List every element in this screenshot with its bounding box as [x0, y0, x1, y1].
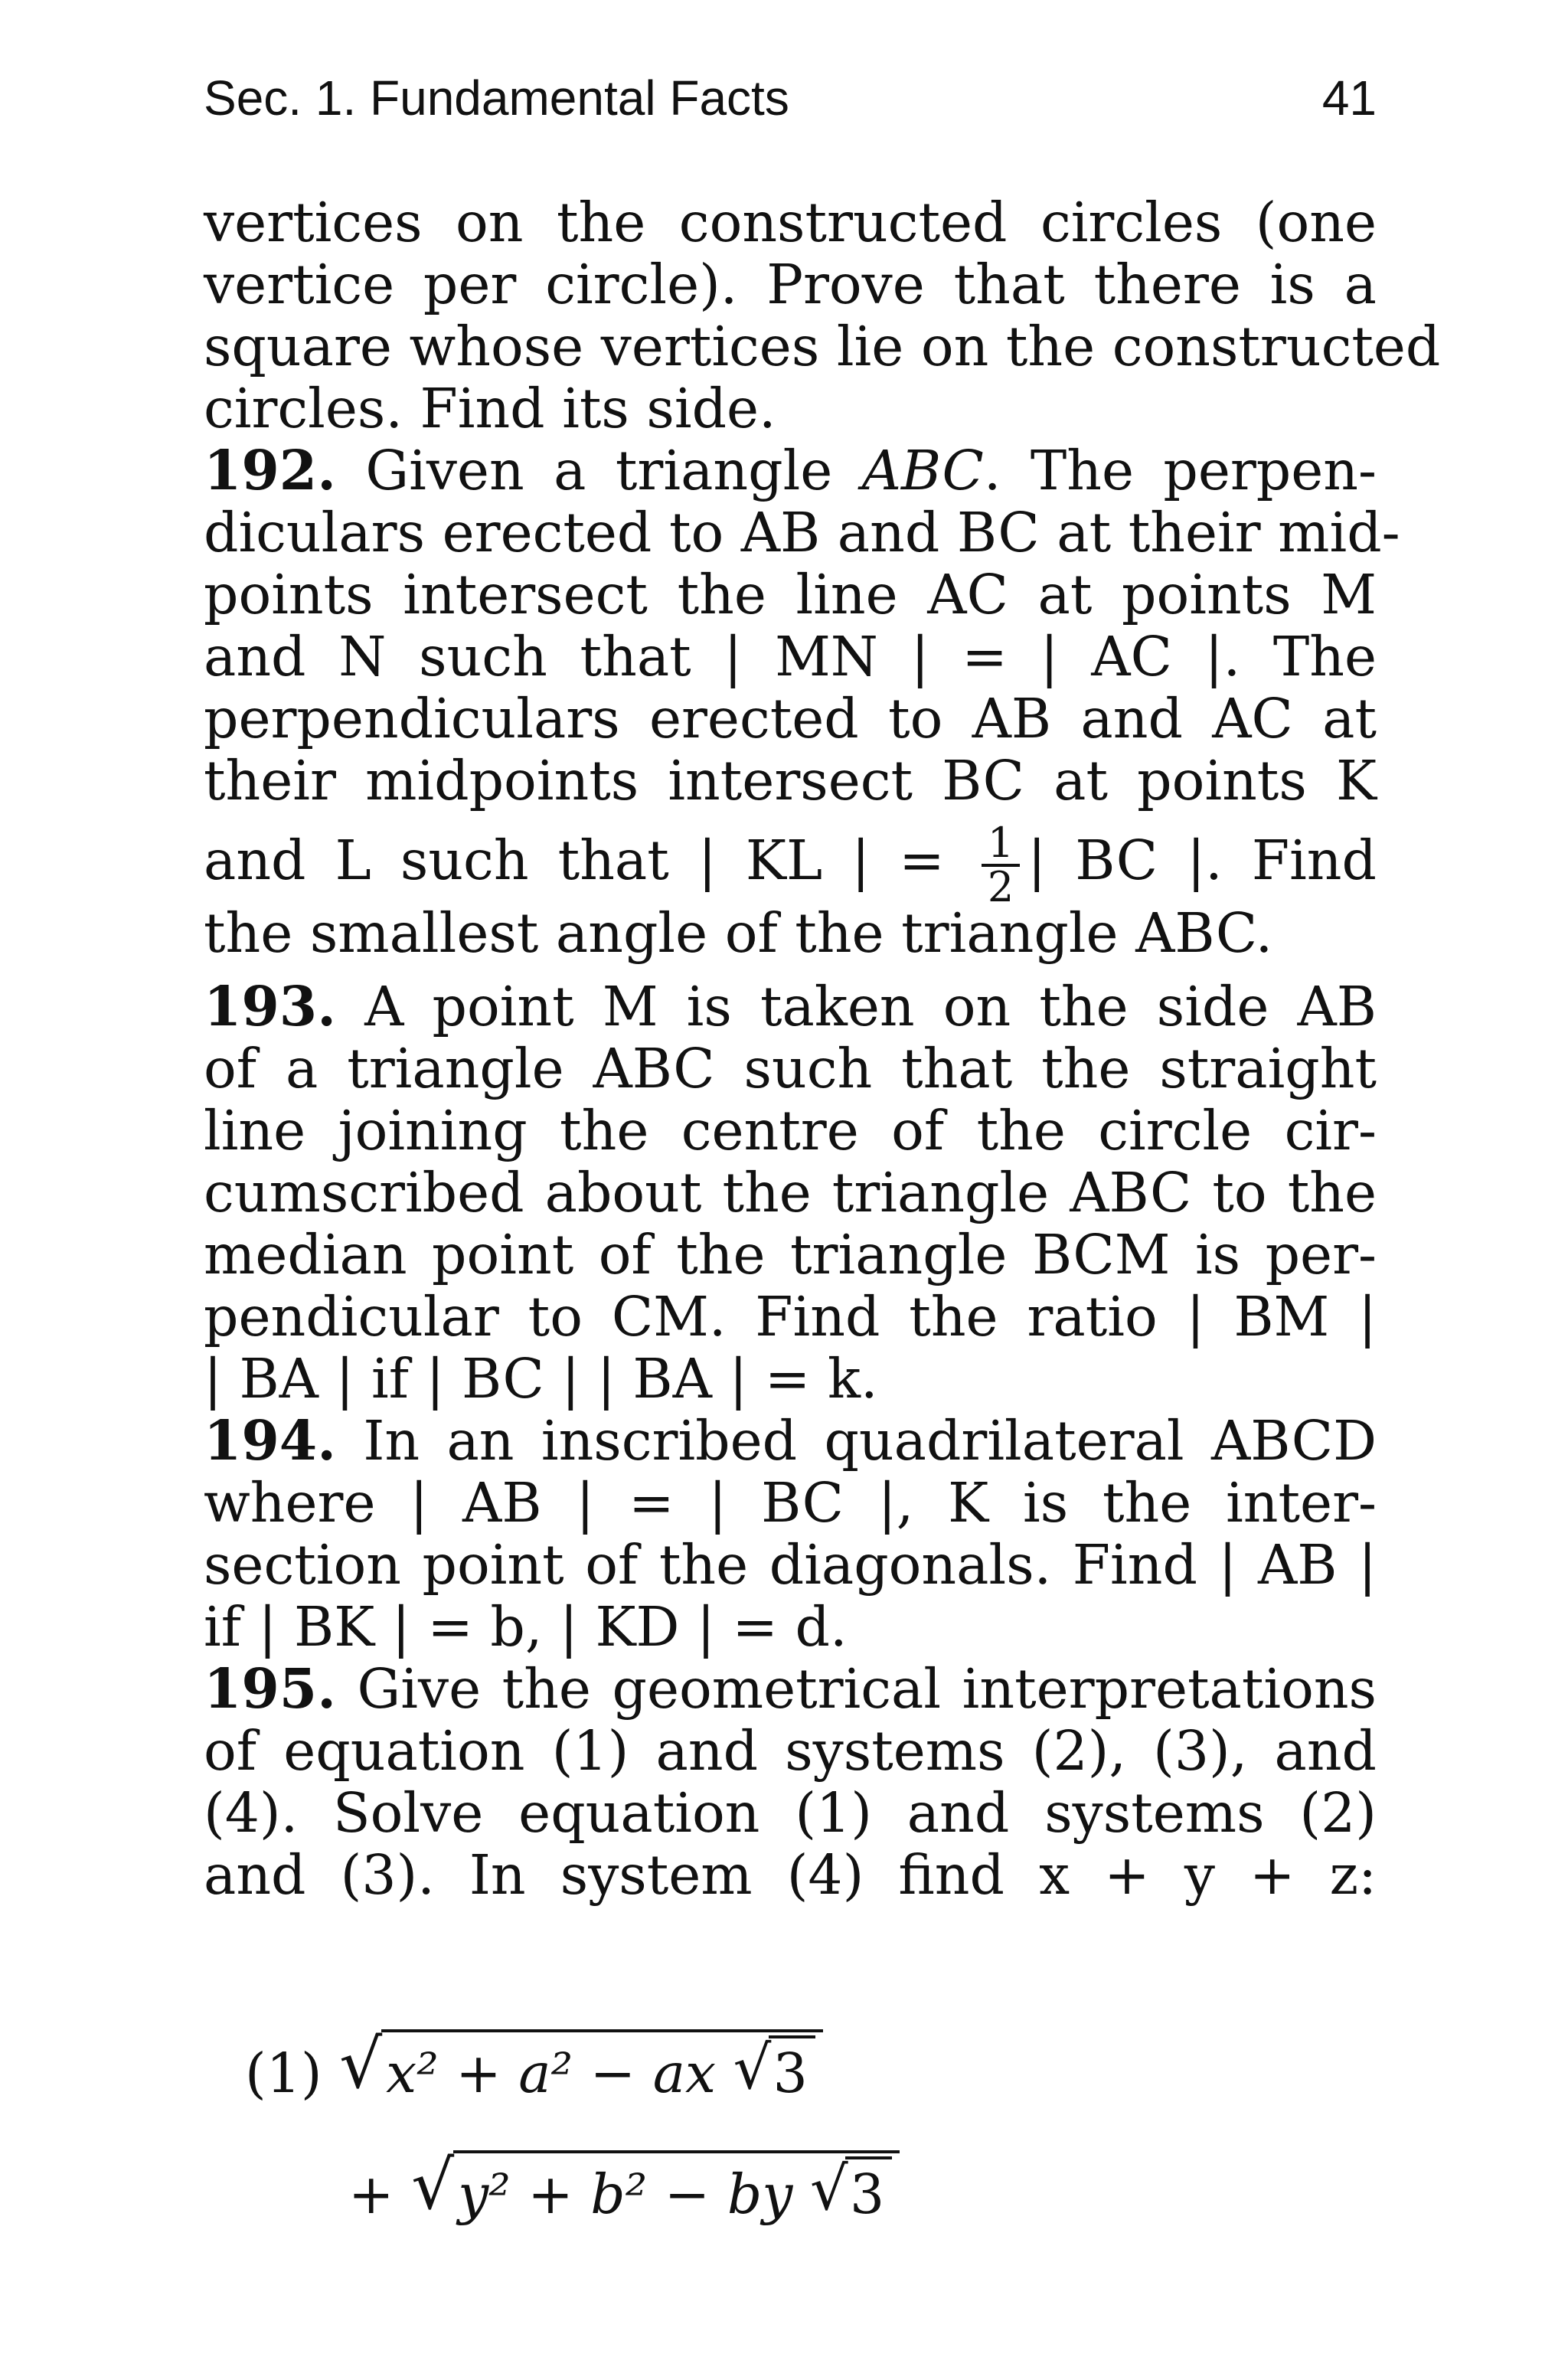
text-line: section point of the diagonals. Find | AB |	[204, 1533, 1377, 1597]
inner-radical: √ 3	[810, 2156, 892, 2226]
fraction: $\frac{1}{2}$	[982, 822, 1020, 908]
section-title: Sec. 1. Fundamental Facts	[204, 70, 789, 126]
running-header	[204, 67, 1377, 129]
text-line: the smallest angle of the triangle ABC.	[204, 901, 1273, 965]
text-line: and (3). In system (4) find x + y + z:	[204, 1843, 1377, 1907]
text-line: square whose vertices lie on the constructed	[204, 315, 1441, 378]
text-line: their midpoints intersect BC at points K	[204, 749, 1377, 812]
problem-number: 195.	[204, 1656, 336, 1721]
text-line: cumscribed about the triangle ABC to the	[204, 1161, 1377, 1224]
text-line: vertices on the constructed circles (one	[204, 191, 1377, 254]
text-line: vertice per circle). Prove that there is a	[204, 253, 1377, 316]
text-line: diculars erected to AB and BC at their mid-	[204, 501, 1400, 564]
problem-number: 192.	[204, 438, 336, 502]
problem-number: 194.	[204, 1408, 336, 1473]
text-line: if | BK | = b, | KD | = d.	[204, 1595, 848, 1659]
problem-number: 193.	[204, 974, 336, 1038]
text-line: perpendiculars erected to AB and AC at	[204, 687, 1377, 750]
text-line: | BA | if | BC | | BA | = k.	[204, 1347, 878, 1411]
problem-193: 193. A point M is taken on the side AB	[204, 974, 1377, 1038]
radical: √ x² + a² − ax √ 3	[339, 2029, 823, 2105]
text-line: median point of the triangle BCM is per-	[204, 1223, 1377, 1286]
inner-radical: √ 3	[733, 2035, 815, 2105]
problem-194: 194. In an inscribed quadrilateral ABCD	[204, 1408, 1377, 1473]
equation-1-line-2	[348, 2146, 900, 2226]
text-line: circles. Find its side.	[204, 377, 776, 440]
text-line: pendicular to CM. Find the ratio | BM |	[204, 1285, 1377, 1349]
text-line: and N such that | MN | = | AC |. The	[204, 625, 1377, 688]
text-body	[204, 191, 1441, 1907]
text-line: where | AB | = | BC |, K is the inter-	[204, 1471, 1377, 1535]
equation-label: (1)	[245, 2042, 322, 2105]
text-line: points intersect the line AC at points M	[204, 563, 1377, 626]
text-line: line joining the centre of the circle cir-	[204, 1099, 1377, 1162]
plus-sign: +	[348, 2163, 394, 2226]
text-line: (4). Solve equation (1) and systems (2)	[204, 1781, 1377, 1845]
equation-1-line-1	[245, 2025, 823, 2105]
problem-195: 195. Give the geometrical interpretations	[204, 1656, 1377, 1721]
text-line-fraction: and L such that | KL | = $\frac{1}{2}$ | BC |. Find	[204, 818, 1377, 911]
page-number: 41	[1321, 70, 1377, 126]
radical: √ y² + b² − by √ 3	[411, 2150, 900, 2226]
text-line: of equation (1) and systems (2), (3), and	[204, 1719, 1377, 1783]
text-line: of a triangle ABC such that the straight	[204, 1037, 1377, 1100]
problem-192: 192. Given a triangle ABC. The perpen-	[204, 438, 1377, 502]
